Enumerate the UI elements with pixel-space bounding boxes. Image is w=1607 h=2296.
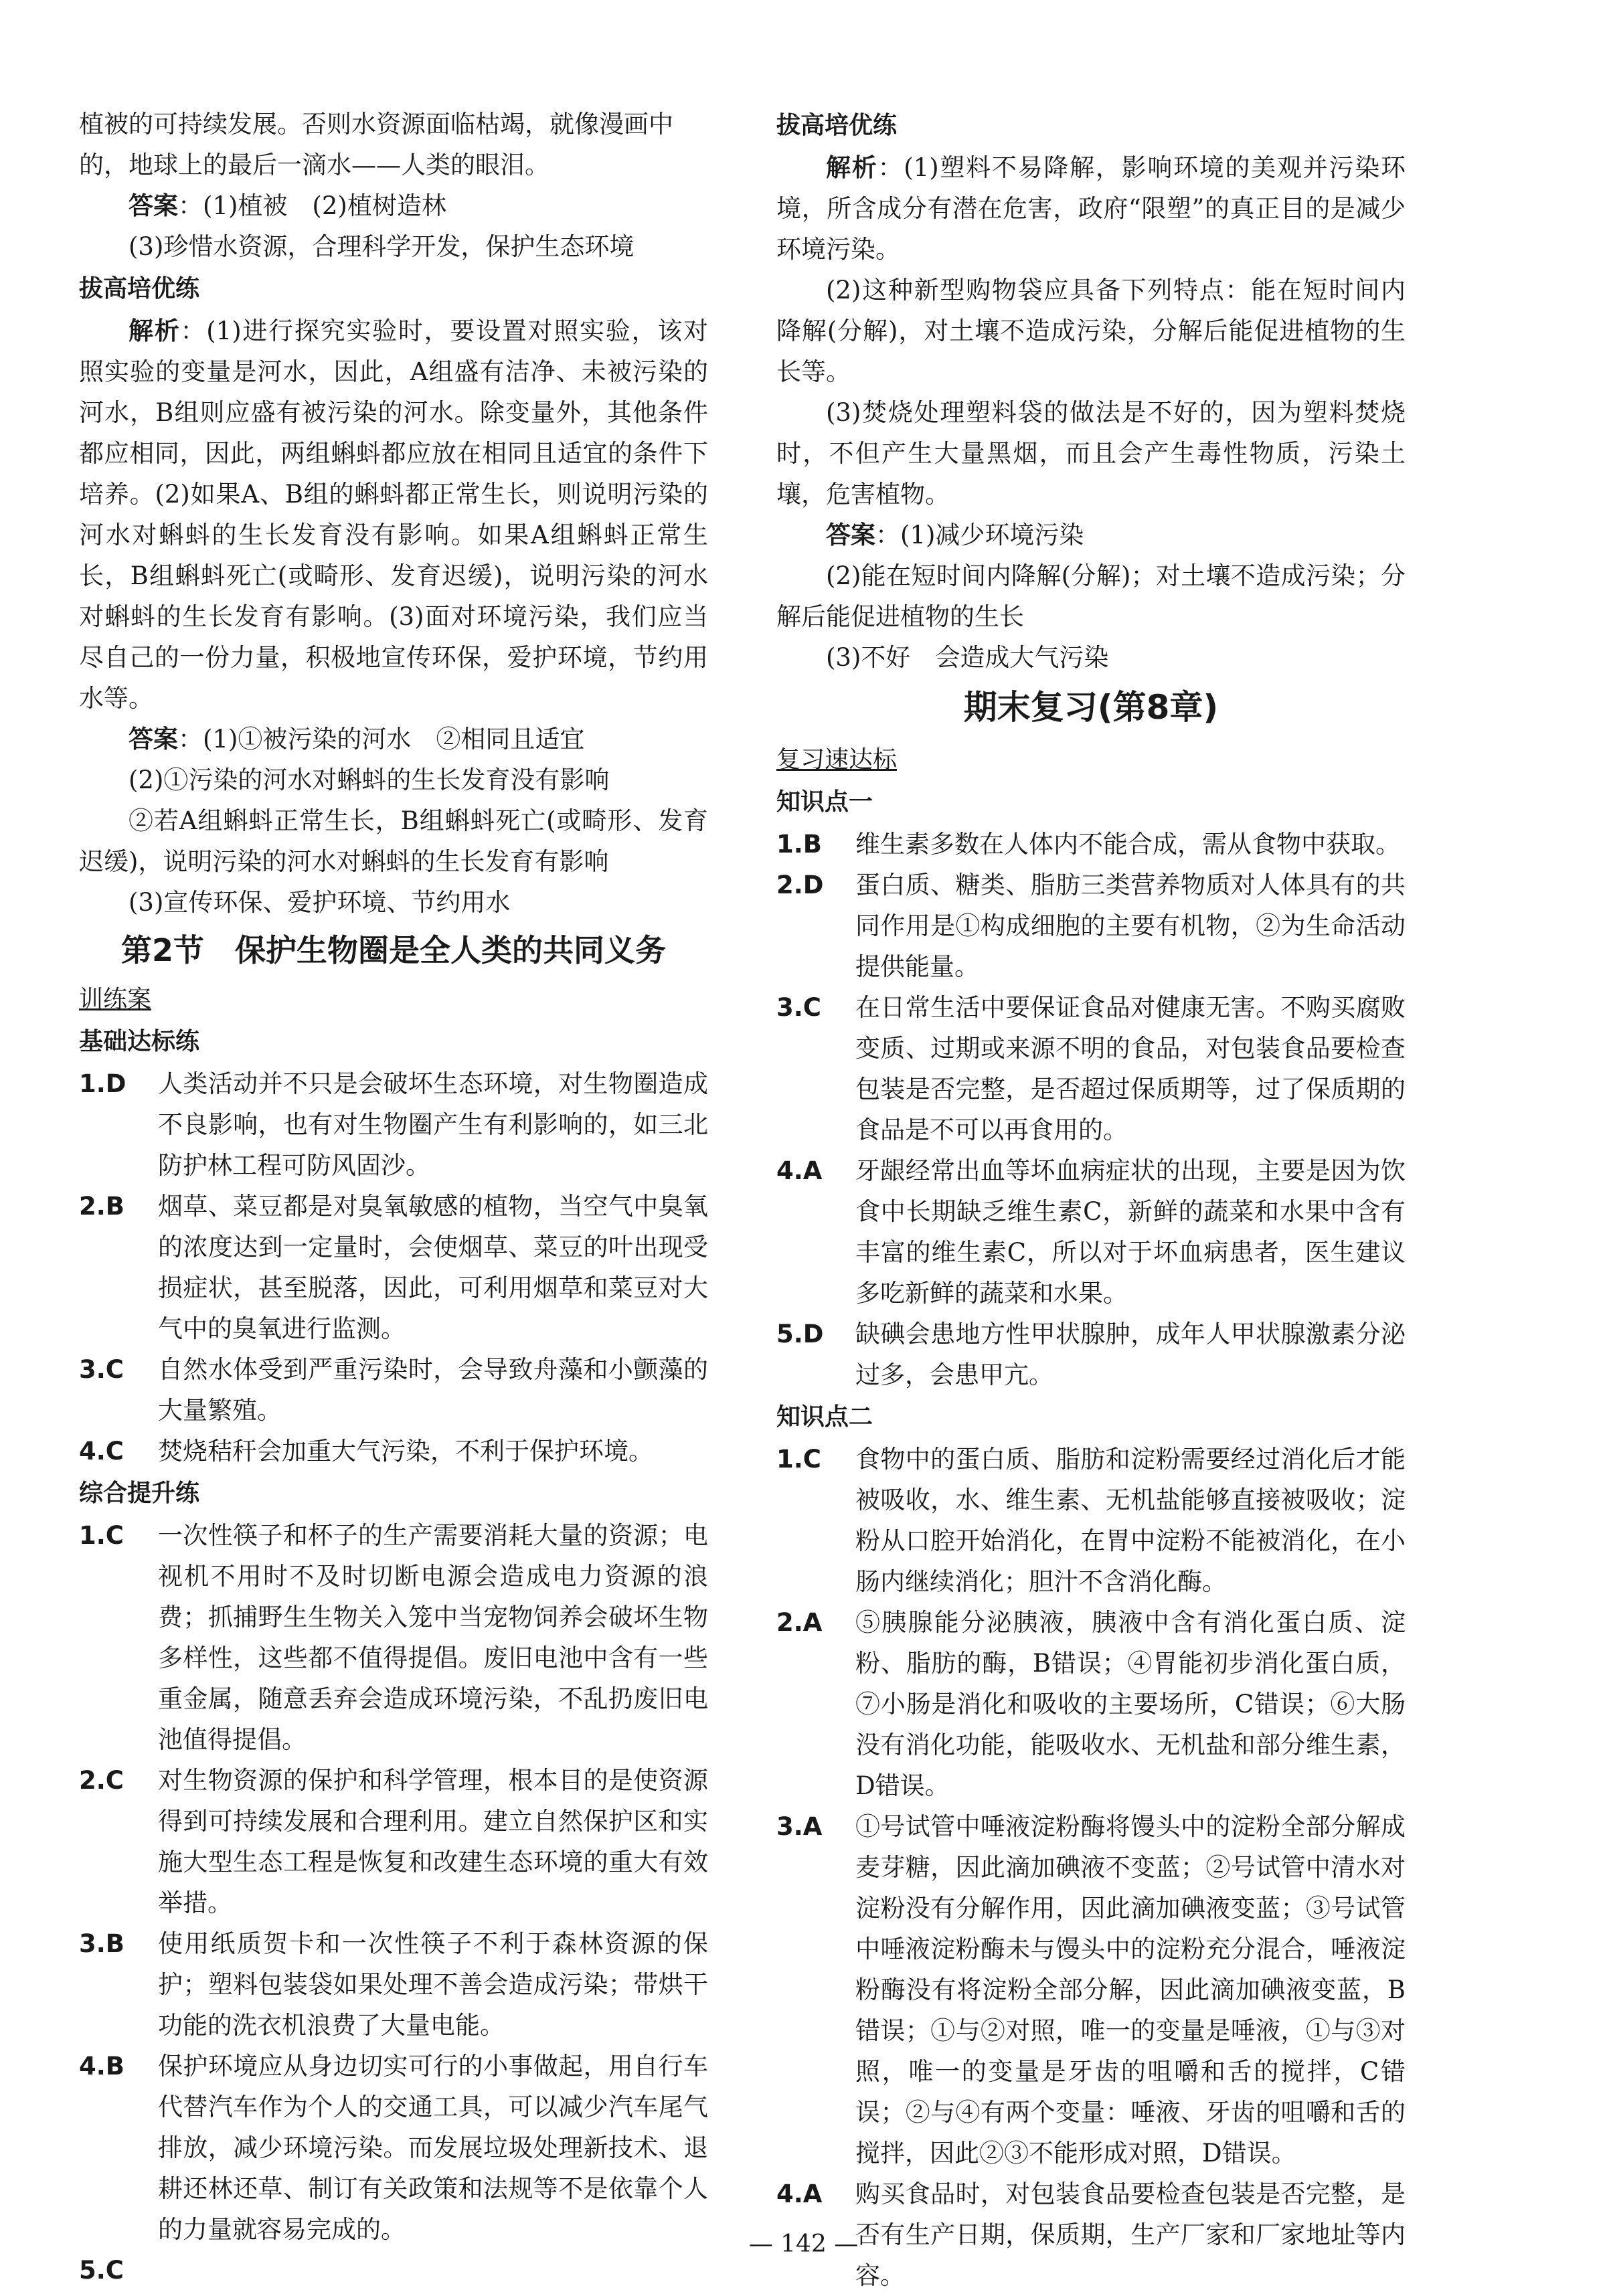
answer-text: ：(1)减少环境污染 [875,521,1084,549]
heading-knowledge-2: 知识点二 [776,1403,873,1431]
answer-block [79,185,708,226]
analysis-block [79,311,708,719]
heading-bagao: 拔高培优练 [776,112,898,139]
answer-item-text: ⑤胰腺能分泌胰液，胰液中含有消化蛋白质、淀粉、脂肪的酶，B错误；④胃能初步消化蛋白质，⑦小肠是消化和吸收的主要场所，C错误；⑥大肠没有消化功能，能吸收水、无机盐和部分维生素，D错误。 [855,1608,1406,1800]
analysis-block [776,147,1406,270]
answer-item-text: 缺碘会患地方性甲状腺肿，成年人甲状腺激素分泌过多，会患甲亢。 [855,1320,1406,1389]
analysis-paragraph: (2)这种新型购物袋应具备下列特点：能在短时间内降解(分解)，对土壤不造成污染，分解后能促进植物的生长等。 [776,276,1406,386]
answer-label: 答案 [129,725,178,754]
heading-bagao: 拔高培优练 [79,275,200,302]
answer-item-text: 使用纸质贺卡和一次性筷子不利于森林资源的保护；塑料包装袋如果处理不善会造成污染；带烘干功能的洗衣机浪费了大量电能。 [158,1929,708,2040]
answer-item-number: 1.B [776,830,823,859]
answer-item [776,1439,1406,1602]
analysis-text: ：(1)进行探究实验时，要设置对照实验，该对照实验的变量是河水，因此，A组盛有洁净、未被污染的河水，B组则应盛有被污染的河水。除变量外，其他条件都应相同，因此，两组蝌蚪都应放在相同且适宜的条件下培养。(2)如果A、B组的蝌蚪都正常生长，则说明污染的河水对蝌蚪的生长发育没有影响。如果A组蝌蚪正常生长，B组蝌蚪死亡(或畸形、发育迟缓)，说明污染的河水对蝌蚪的生长发育有影响。(3)面对环境污染，我们应当尽自己的一份力量，积极地宣传环保，爱护环境，节约用水等。 [79,317,708,713]
answer-item-number: 4.C [79,1437,124,1466]
answer-block [776,515,1406,555]
answer-item-number: 1.D [79,1069,126,1098]
heading-knowledge-1: 知识点一 [776,788,873,816]
answer-item-number: 2.A [776,1608,823,1637]
answer-item-text: 维生素多数在人体内不能合成，需从食物中获取。 [855,830,1400,859]
answer-line: ②若A组蝌蚪正常生长，B组蝌蚪死亡(或畸形、发育迟缓)，说明污染的河水对蝌蚪的生长发育有影响 [79,806,708,876]
answer-line: (3)宣传环保、爱护环境、节约用水 [129,888,511,917]
answer-item-number: 3.C [79,1355,124,1384]
answer-label: 答案 [129,191,178,220]
answer-item [776,1806,1406,2174]
heading-fuxi: 复习速达标 [776,746,898,774]
right-column [776,104,1406,2296]
answer-line: (2)能在短时间内降解(分解)；对土壤不造成污染；分解后能促进植物的生长 [776,561,1406,631]
answer-item-text: 烟草、菜豆都是对臭氧敏感的植物，当空气中臭氧的浓度达到一定量时，会使烟草、菜豆的叶出现受损症状，甚至脱落，因此，可利用烟草和菜豆对大气中的臭氧进行监测。 [158,1192,708,1343]
answer-item-number: 3.B [79,1929,125,1958]
analysis-label: 解析 [826,153,878,182]
heading-zonghe: 综合提升练 [79,1480,200,1507]
zonghe-list [79,1515,708,2291]
answer-item [776,865,1406,987]
answer-text: ：(1)植被 (2)植树造林 [178,191,446,220]
answer-item-text: 蛋白质、糖类、脂肪三类营养物质对人体具有的共同作用是①构成细胞的主要有机物，②为生命活动提供能量。 [855,871,1406,981]
heading-jichu: 基础达标练 [79,1028,200,1055]
answer-item-number: 2.C [79,1766,124,1795]
answer-label: 答案 [826,521,875,549]
answer-item-number: 1.C [776,1445,821,1474]
answer-item [776,1602,1406,1806]
answer-item-text: 人类活动并不只是会破坏生态环境，对生物圈造成不良影响，也有对生物圈产生有利影响的，如三北防护林工程可防风固沙。 [158,1069,708,1180]
section-title: 第2节 保护生物圈是全人类的共同义务 [120,932,666,968]
page-number: — 142 — [748,2230,859,2258]
chapter-title: 期末复习(第8章) [963,688,1219,727]
answer-item [776,824,1406,865]
answer-item-text: 焚烧秸秆会加重大气污染，不利于保护环境。 [158,1437,653,1466]
answer-item [79,1923,708,2046]
answer-item-number: 5.D [776,1320,824,1348]
answer-line: (3)不好 会造成大气污染 [826,643,1109,672]
answer-item-number: 5.C [79,2256,124,2285]
answer-item-text: 对生物资源的保护和科学管理，根本目的是使资源得到可持续发展和合理利用。建立自然保护区和实施大型生态工程是恢复和改建生态环境的重大有效举措。 [158,1766,708,1917]
answer-item-number: 4.A [776,2180,823,2208]
jichu-list [79,1063,708,1472]
analysis-paragraph: (3)焚烧处理塑料袋的做法是不好的，因为塑料焚烧时，不但产生大量黑烟，而且会产生毒性物质，污染土壤，危害植物。 [776,398,1406,509]
analysis-label: 解析 [129,317,181,345]
left-column [79,104,708,2291]
answer-line: (2)①污染的河水对蝌蚪的生长发育没有影响 [129,766,610,794]
answer-item-number: 4.A [776,1156,823,1185]
answer-item [776,1314,1406,1395]
answer-item-text: 一次性筷子和杯子的生产需要消耗大量的资源；电视机不用时不及时切断电源会造成电力资源的浪费；抓捕野生生物关入笼中当宠物饲养会破坏生物多样性，这些都不值得提倡。废旧电池中含有一些重金属，随意丢弃会造成环境污染，不乱扔废旧电池值得提倡。 [158,1521,708,1754]
answer-item [79,1431,708,1472]
answer-item-text: 食物中的蛋白质、脂肪和淀粉需要经过消化后才能被吸收，水、维生素、无机盐能够直接被吸收；淀粉从口腔开始消化，在胃中淀粉不能被消化，在小肠内继续消化；胆汁不含消化酶。 [855,1445,1406,1596]
answer-item-text: 牙龈经常出血等坏血病症状的出现，主要是因为饮食中长期缺乏维生素C，新鲜的蔬菜和水果中含有丰富的维生素C，所以对于坏血病患者，医生建议多吃新鲜的蔬菜和水果。 [855,1156,1406,1308]
answer-item-number: 3.C [776,993,821,1022]
answer-item [79,1760,708,1923]
answer-item [776,987,1406,1150]
answer-item-number: 2.D [776,871,824,899]
answer-item [79,1063,708,1186]
answer-item-number: 1.C [79,1521,124,1550]
answer-item-text: ①号试管中唾液淀粉酶将馒头中的淀粉全部分解成麦芽糖，因此滴加碘液不变蓝；②号试管中清水对淀粉没有分解作用，因此滴加碘液变蓝；③号试管中唾液淀粉酶未与馒头中的淀粉充分混合，唾液淀粉酶没有将淀粉全部分解，因此滴加碘液变蓝，B错误；①与②对照，唯一的变量是唾液，①与③对照，唯一的变量是牙齿的咀嚼和舌的搅拌，C错误；②与④有两个变量：唾液、牙齿的咀嚼和舌的搅拌，因此②③不能形成对照，D错误。 [855,1812,1406,2168]
knowledge-1-list [776,824,1406,1395]
analysis-text: ：(1)塑料不易降解，影响环境的美观并污染环境，所含成分有潜在危害，政府“限塑”的真正目的是减少环境污染。 [776,153,1406,264]
heading-xunlian: 训练案 [79,986,152,1013]
answer-item-text: 保护环境应从身边切实可行的小事做起，用自行车代替汽车作为个人的交通工具，可以减少汽车尾气排放，减少环境污染。而发展垃圾处理新技术、退耕还林还草、制订有关政策和法规等不是依靠个人的力量就容易完成的。 [158,2052,708,2244]
answer-item [79,2046,708,2250]
answer-item-text: 在日常生活中要保证食品对健康无害。不购买腐败变质、过期或来源不明的食品，对包装食品要检查包装是否完整，是否超过保质期等，过了保质期的食品是不可以再食用的。 [855,993,1406,1144]
answer-text: ：(1)①被污染的河水 ②相同且适宜 [178,725,585,754]
knowledge-2-list [776,1439,1406,2296]
answer-item-number: 2.B [79,1192,125,1221]
answer-item [79,1186,708,1349]
answer-item [776,1150,1406,1314]
continued-paragraph: 植被的可持续发展。否则水资源面临枯竭，就像漫画中的，地球上的最后一滴水——人类的眼泪。 [79,110,673,179]
answer-item [79,1515,708,1760]
answer-block [79,719,708,760]
answer-item-number: 4.B [79,2052,125,2081]
answer-item [79,1349,708,1431]
answer-item-text: 购买食品时，对包装食品要检查包装是否完整，是否有生产日期，保质期，生产厂家和厂家地址等内容。 [855,2180,1406,2290]
answer-item-number: 3.A [776,1812,823,1841]
answer-line: (3)珍惜水资源，合理科学开发，保护生态环境 [129,232,635,261]
answer-item-text: 自然水体受到严重污染时，会导致舟藻和小颤藻的大量繁殖。 [158,1355,708,1425]
